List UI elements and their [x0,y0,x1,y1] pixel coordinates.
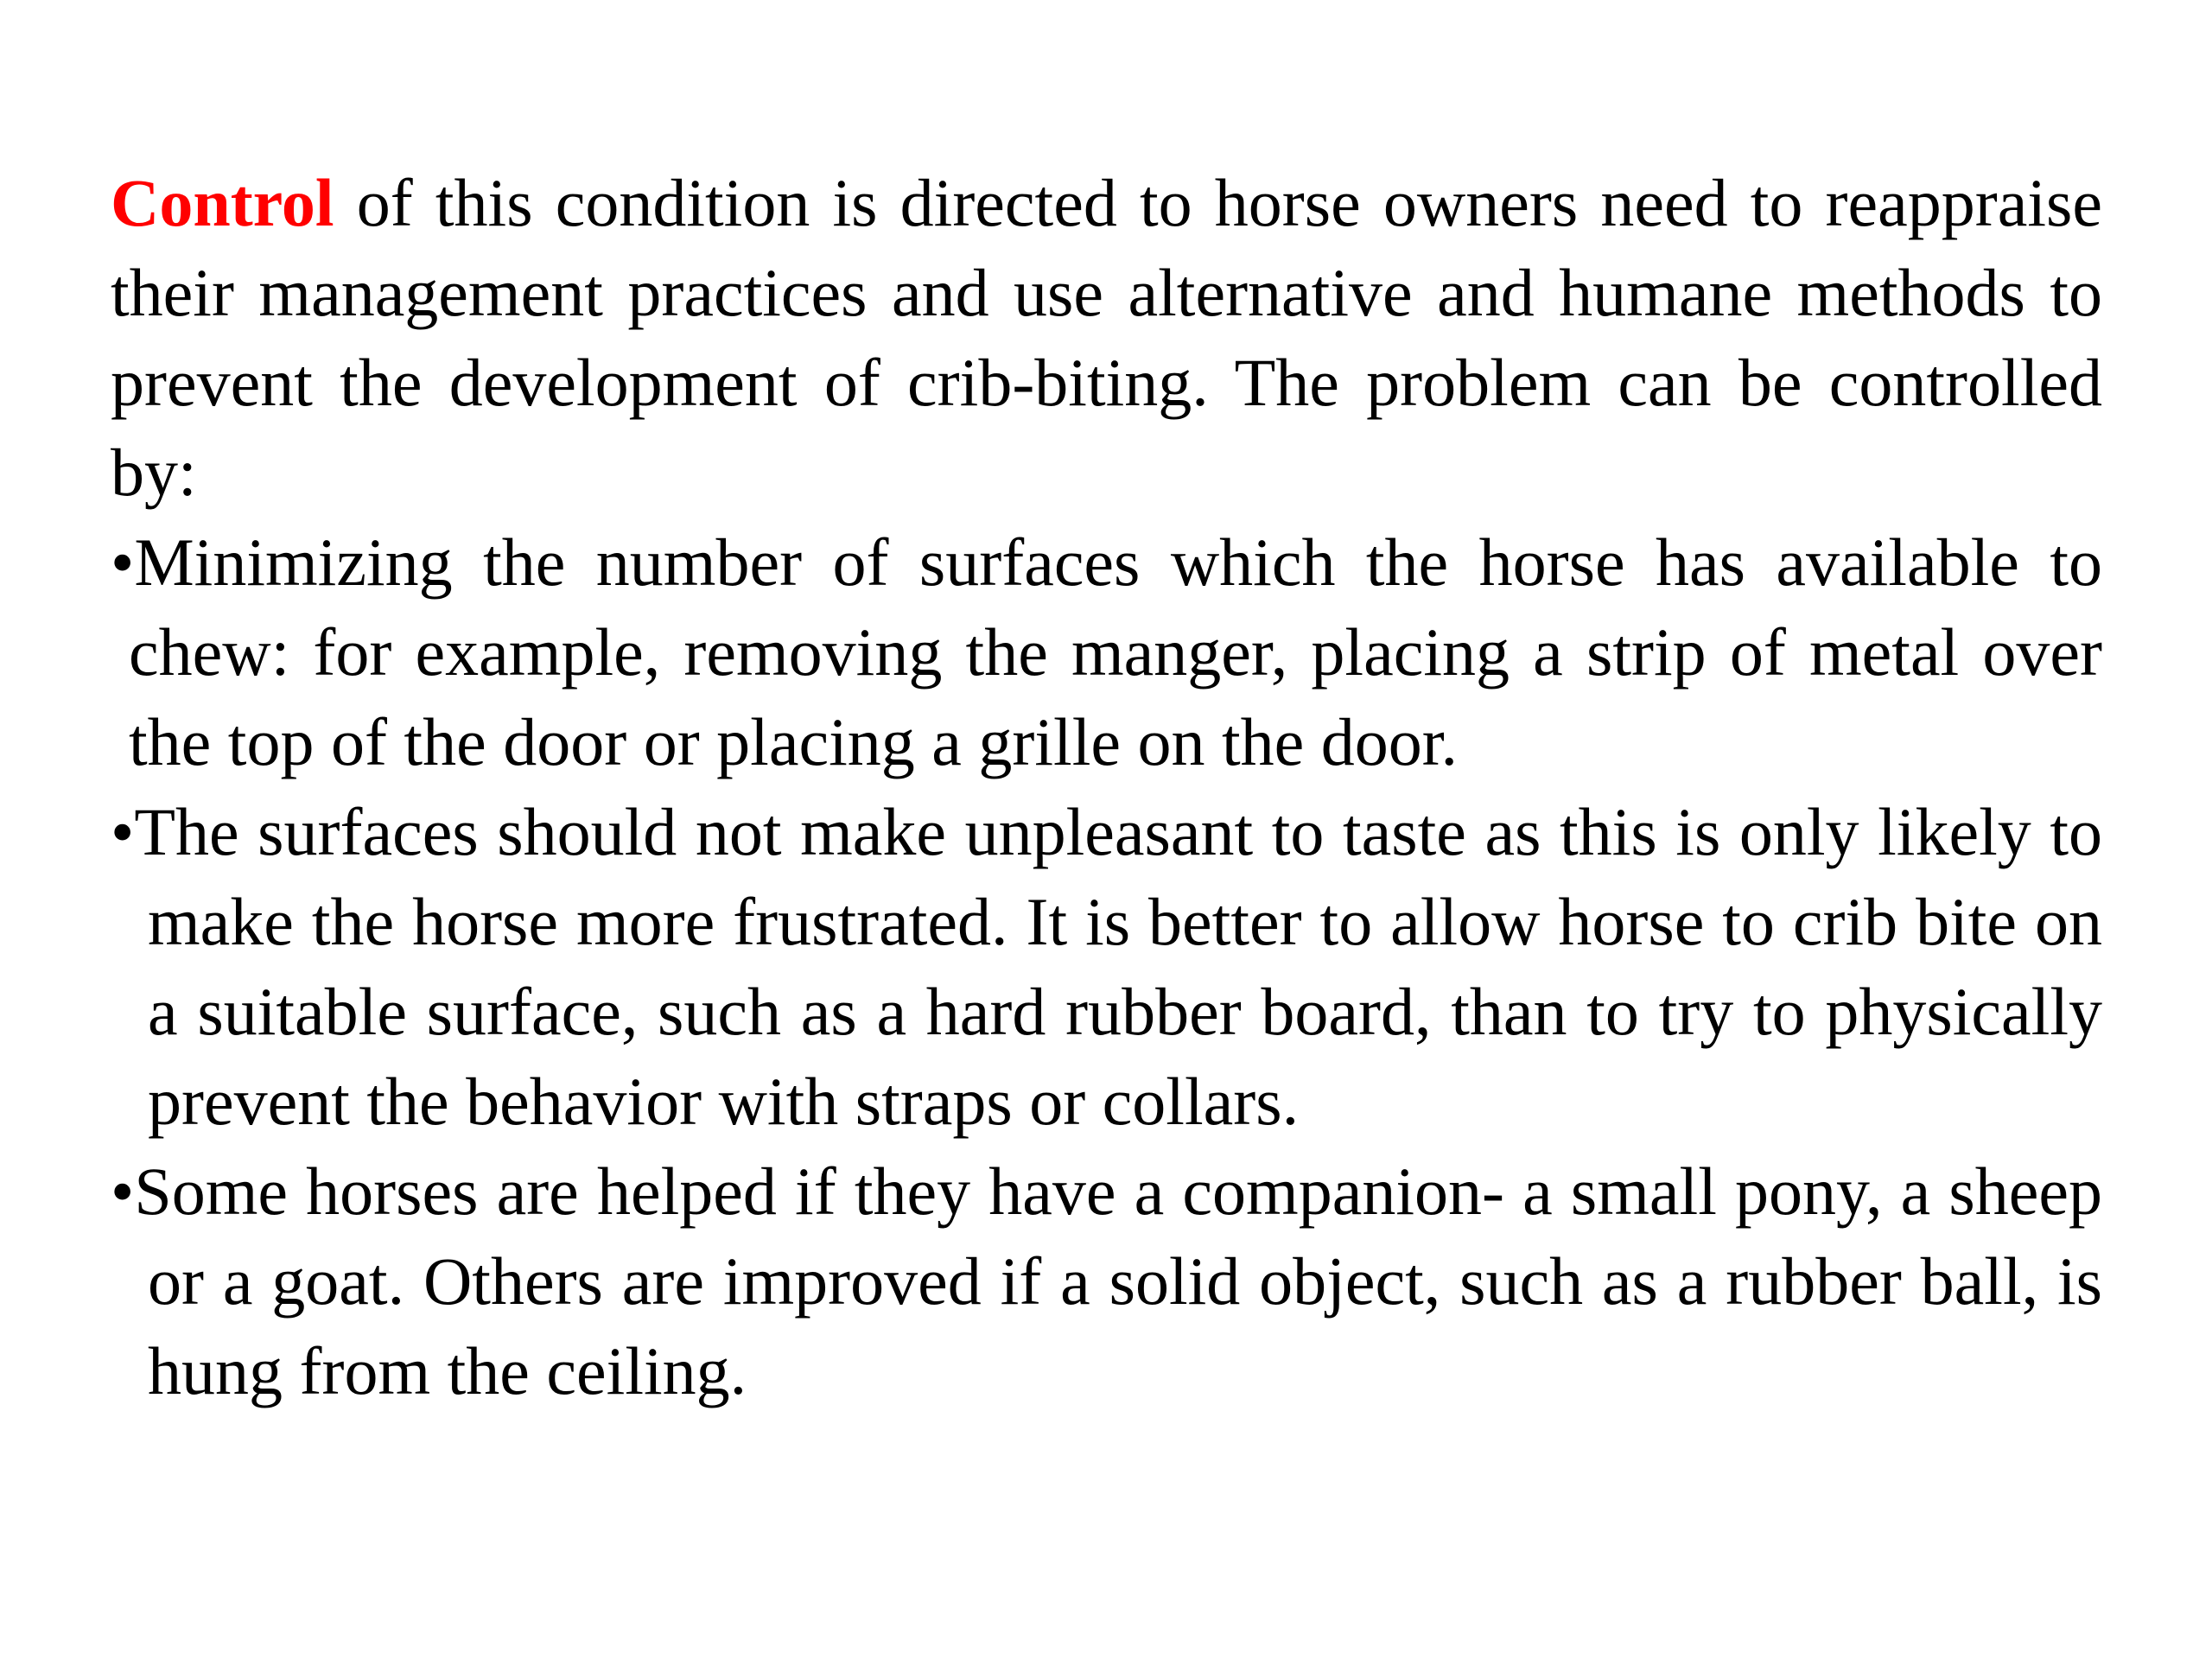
bullet-icon: • [111,794,135,869]
bullet-text: The surfaces should not make unpleasant to taste as this is only likely to make the horse more frustrated. It is better to allow horse to crib bite on a suitable surface, such as a hard rubber board, than to try to physically prevent the behavior with straps or collars. [134,794,2102,1139]
intro-text: of this condition is directed to horse owners need to reappraise their management practices and use alternative and humane methods to prevent the development of crib-biting. The problem can be controlled by: [111,165,2102,510]
intro-paragraph [111,158,2102,518]
control-keyword: Control [111,165,334,240]
bullet-text: Some horses are helped if they have a companion- a small pony, a sheep or a goat. Others are improved if a solid object, such as a rubber ball, is hung from the ceiling. [134,1154,2102,1408]
slide-body [111,158,2102,1416]
bullet-list [111,518,2102,1416]
list-item [111,518,2102,787]
list-item [111,787,2102,1147]
bullet-icon: • [111,1154,135,1229]
bullet-icon: • [111,524,135,600]
bullet-text: Minimizing the number of surfaces which the horse has available to chew: for example, removing the manger, placing a strip of metal over the top of the door or placing a grille on the door. [129,524,2102,779]
list-item [111,1147,2102,1416]
